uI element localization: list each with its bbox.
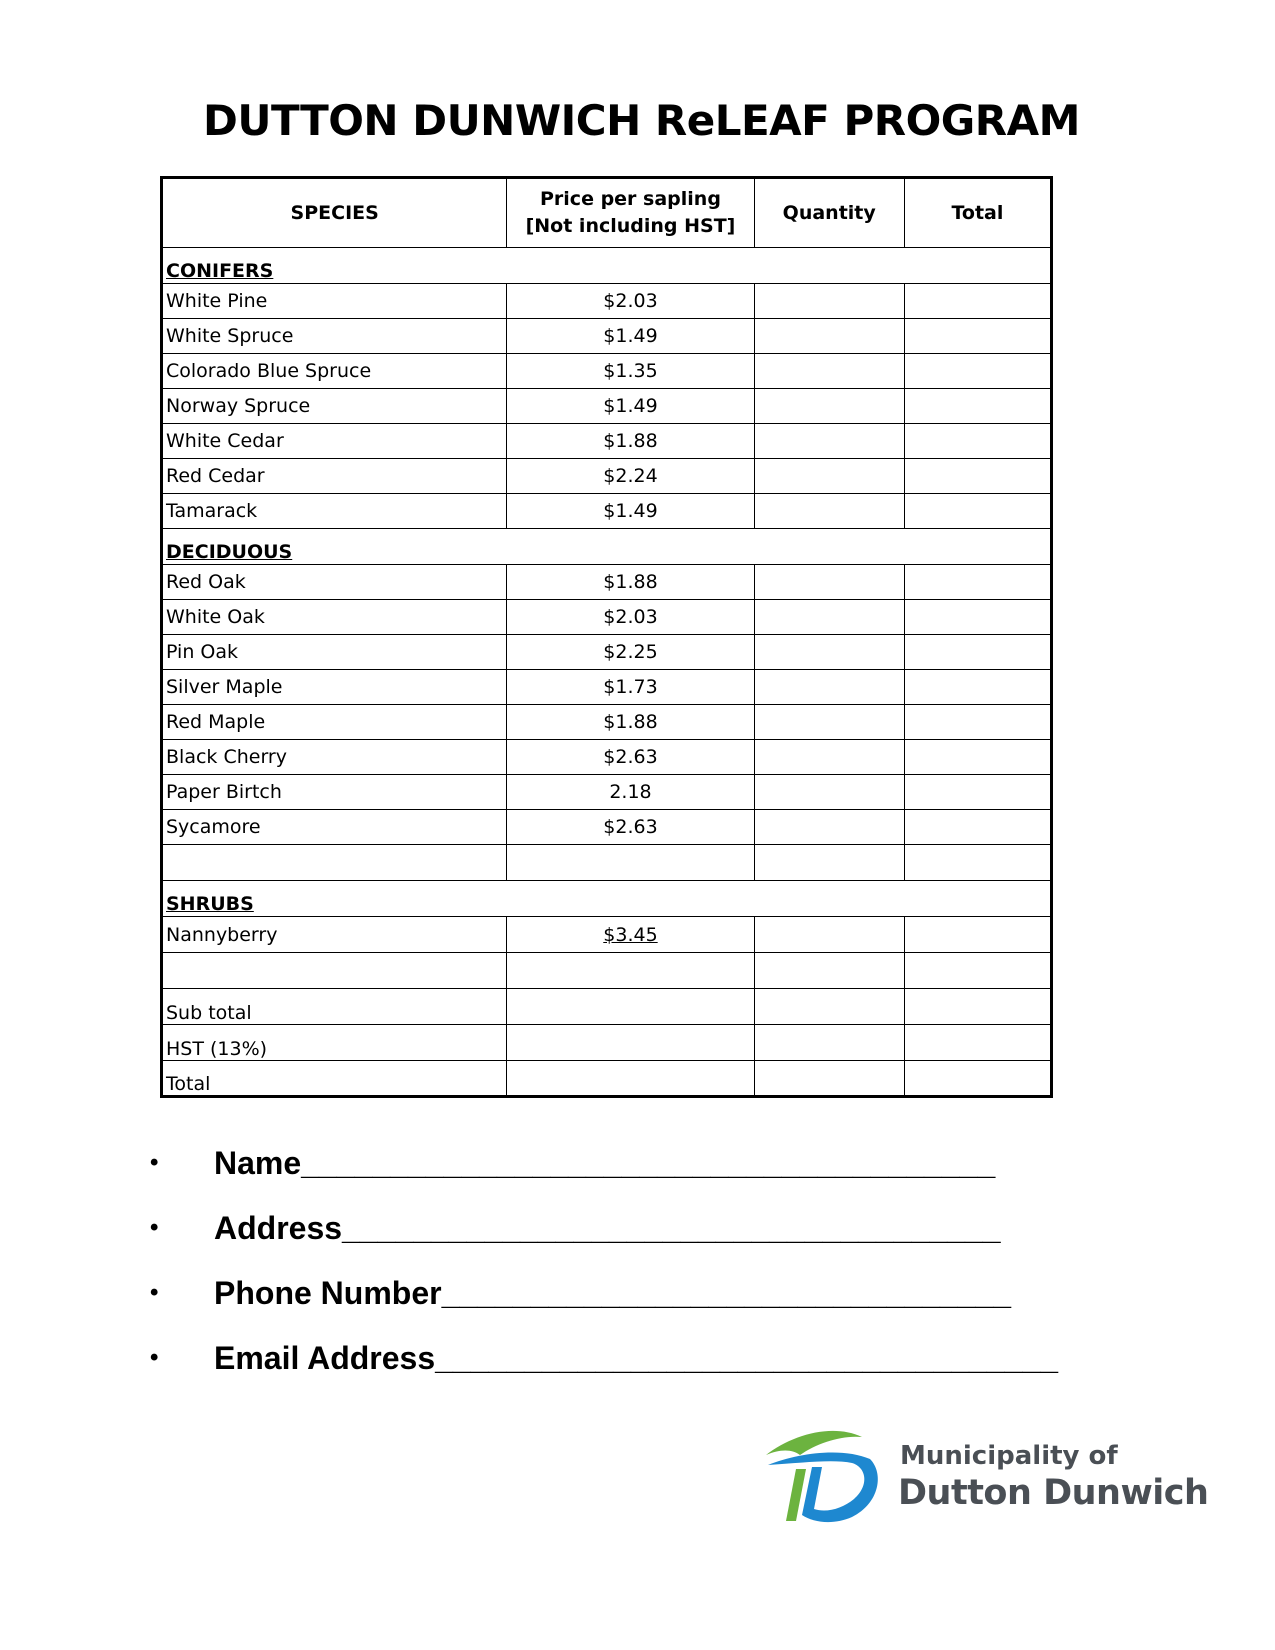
total-cell[interactable] [904,775,1051,810]
blank-cell[interactable] [754,953,904,989]
total-cell[interactable] [904,424,1051,459]
total-cell[interactable] [904,494,1051,529]
blank-cell[interactable] [754,845,904,881]
table-row [162,740,1052,775]
email-field[interactable] [150,1340,1150,1405]
bullet: • [150,1344,159,1371]
total-cell[interactable] [904,284,1051,319]
total-cell[interactable] [904,670,1051,705]
blank-cell[interactable] [162,845,507,881]
table-row [162,424,1052,459]
species-name: White Oak [162,600,507,635]
section-row-shrubs [162,881,1052,917]
price-cell: $2.63 [507,740,754,775]
municipality-logo [762,1425,1209,1535]
species-name: White Pine [162,284,507,319]
quantity-cell[interactable] [754,565,904,600]
table-row [162,284,1052,319]
species-name: White Cedar [162,424,507,459]
price-header-line2: [Not including HST] [525,215,736,237]
price-cell: $2.03 [507,284,754,319]
quantity-cell[interactable] [754,600,904,635]
price-cell: 2.18 [507,775,754,810]
quantity-cell[interactable] [754,775,904,810]
name-field-label: Name_______________________________________ [214,1145,996,1181]
header-row [162,178,1052,248]
quantity-cell[interactable] [754,917,904,953]
total-cell[interactable] [904,565,1051,600]
table-row [162,670,1052,705]
table-row [162,565,1052,600]
logo-name: Dutton Dunwich [898,1473,1209,1513]
subtotal-cell[interactable] [507,989,754,1025]
phone-field[interactable] [150,1275,1150,1340]
price-header-line1: Price per sapling [540,188,721,210]
page-title: DUTTON DUNWICH ReLEAF PROGRAM [203,96,1080,145]
dutton-dunwich-logo-icon [762,1425,892,1535]
blank-cell[interactable] [507,953,754,989]
section-row-conifers [162,248,1052,284]
species-name: Tamarack [162,494,507,529]
table-row [162,917,1052,953]
bullet: • [150,1279,159,1306]
blank-cell[interactable] [904,953,1051,989]
blank-cell[interactable] [162,953,507,989]
species-header: SPECIES [162,178,507,248]
hst-quantity-cell[interactable] [754,1025,904,1061]
quantity-cell[interactable] [754,635,904,670]
table-row [162,600,1052,635]
species-name: Colorado Blue Spruce [162,354,507,389]
quantity-cell[interactable] [754,740,904,775]
species-name: Nannyberry [162,917,507,953]
price-cell: $1.88 [507,565,754,600]
quantity-cell[interactable] [754,705,904,740]
subtotal-total-cell[interactable] [904,989,1051,1025]
section-label-conifers: CONIFERS [162,248,1052,284]
bullet: • [150,1214,159,1241]
grand-total-cell[interactable] [904,1061,1051,1097]
quantity-header: Quantity [754,178,904,248]
total-cell[interactable] [904,354,1051,389]
address-field[interactable] [150,1210,1150,1275]
quantity-cell[interactable] [754,319,904,354]
price-cell: $1.88 [507,705,754,740]
subtotal-quantity-cell[interactable] [754,989,904,1025]
price-cell: $2.03 [507,600,754,635]
species-name: Red Maple [162,705,507,740]
blank-row [162,953,1052,989]
table-row [162,494,1052,529]
quantity-cell[interactable] [754,494,904,529]
table-row [162,635,1052,670]
address-field-label: Address_____________________________________ [214,1210,1001,1246]
table-row [162,705,1052,740]
bullet: • [150,1149,159,1176]
section-label-shrubs: SHRUBS [162,881,1052,917]
hst-total-cell[interactable] [904,1025,1051,1061]
species-name: Red Cedar [162,459,507,494]
quantity-cell[interactable] [754,284,904,319]
table-row [162,775,1052,810]
quantity-cell[interactable] [754,459,904,494]
quantity-cell[interactable] [754,354,904,389]
email-field-label: Email Address___________________________________ [214,1340,1059,1376]
quantity-cell[interactable] [754,389,904,424]
table-row [162,389,1052,424]
species-name: Pin Oak [162,635,507,670]
table-row [162,459,1052,494]
section-label-deciduous: DECIDUOUS [162,529,1052,565]
species-name: Norway Spruce [162,389,507,424]
hst-row [162,1025,1052,1061]
total-cell[interactable] [904,740,1051,775]
price-cell: $1.35 [507,354,754,389]
total-cell[interactable] [904,319,1051,354]
species-name: Sycamore [162,810,507,845]
price-cell: $1.49 [507,389,754,424]
phone-field-label: Phone Number________________________________ [214,1275,1012,1311]
total-cell[interactable] [904,635,1051,670]
name-field[interactable] [150,1145,1150,1210]
price-cell: $2.25 [507,635,754,670]
species-name: Red Oak [162,565,507,600]
total-cell[interactable] [904,389,1051,424]
quantity-cell[interactable] [754,670,904,705]
species-name: Silver Maple [162,670,507,705]
logo-subtitle: Municipality of [900,1441,1118,1471]
price-cell: $3.45 [507,917,754,953]
total-header: Total [904,178,1051,248]
total-cell[interactable] [904,459,1051,494]
blank-row [162,845,1052,881]
subtotal-label: Sub total [162,989,507,1025]
price-cell: $1.49 [507,494,754,529]
species-name: White Spruce [162,319,507,354]
hst-cell[interactable] [507,1025,754,1061]
logo-blue-swoosh [768,1452,878,1522]
total-price-cell[interactable] [507,1061,754,1097]
section-row-deciduous [162,529,1052,565]
table-row [162,810,1052,845]
contact-fields [150,1145,1150,1405]
price-cell: $1.88 [507,424,754,459]
price-cell: $2.24 [507,459,754,494]
total-cell[interactable] [904,810,1051,845]
table-row [162,319,1052,354]
quantity-cell[interactable] [754,810,904,845]
price-cell: $1.49 [507,319,754,354]
total-cell[interactable] [904,917,1051,953]
logo-green-swoosh [766,1431,862,1455]
total-cell[interactable] [904,600,1051,635]
total-row [162,1061,1052,1097]
subtotal-row [162,989,1052,1025]
species-name: Paper Birtch [162,775,507,810]
total-label: Total [162,1061,507,1097]
total-quantity-cell[interactable] [754,1061,904,1097]
total-cell[interactable] [904,705,1051,740]
price-header [507,178,754,248]
table-row [162,354,1052,389]
price-cell: $1.73 [507,670,754,705]
order-table [160,176,1053,1098]
blank-cell[interactable] [507,845,754,881]
species-name: Black Cherry [162,740,507,775]
quantity-cell[interactable] [754,424,904,459]
blank-cell[interactable] [904,845,1051,881]
hst-label: HST (13%) [162,1025,507,1061]
price-cell: $2.63 [507,810,754,845]
